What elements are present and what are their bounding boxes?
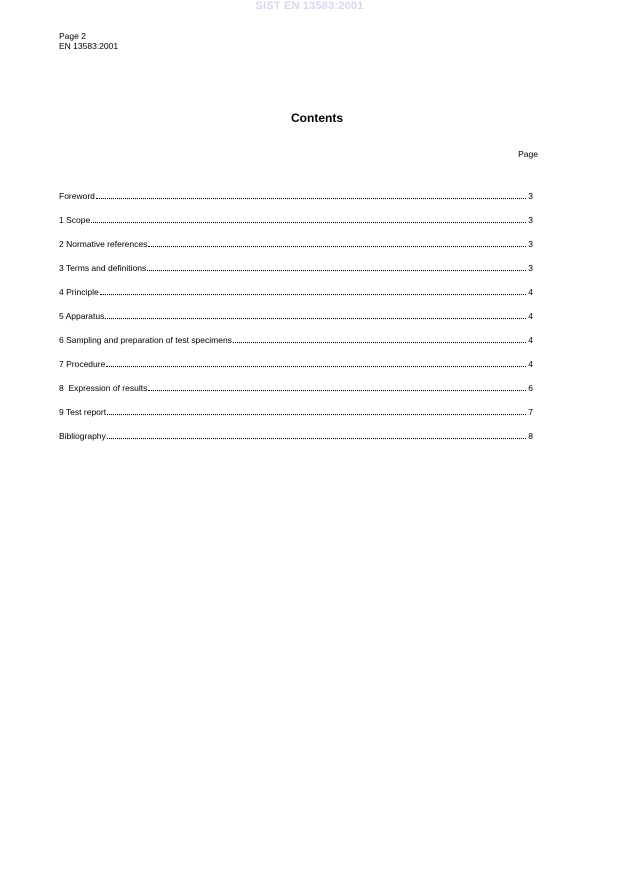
dot-leader bbox=[107, 413, 526, 415]
toc-entry-label: 9 Test report bbox=[59, 407, 107, 417]
toc-entry[interactable] bbox=[59, 297, 533, 321]
dot-leader bbox=[100, 293, 526, 295]
toc-entry-label: Foreword bbox=[59, 191, 95, 201]
toc-entry[interactable] bbox=[59, 225, 533, 249]
toc-entry-page: 8 bbox=[528, 431, 533, 441]
toc-entry-page: 4 bbox=[528, 359, 533, 369]
toc-entry[interactable] bbox=[59, 417, 533, 441]
toc-entry-label: 7 Procedure bbox=[59, 359, 106, 369]
toc-entry-page: 4 bbox=[528, 287, 533, 297]
page-column-header: Page bbox=[518, 149, 538, 159]
toc-entry-label: 3 Terms and definitions bbox=[59, 263, 147, 273]
toc-entry-page: 7 bbox=[528, 407, 533, 417]
toc-entry-label: 8 Expression of results bbox=[59, 383, 148, 393]
page-number-label: Page 2 bbox=[59, 31, 86, 41]
toc-entry-label: 6 Sampling and preparation of test specimens bbox=[59, 335, 232, 345]
toc-entry-page: 4 bbox=[528, 311, 533, 321]
toc-entry[interactable] bbox=[59, 201, 533, 225]
toc-entry-page: 3 bbox=[528, 191, 533, 201]
dot-leader bbox=[91, 221, 526, 223]
toc-entry[interactable] bbox=[59, 369, 533, 393]
dot-leader bbox=[105, 317, 526, 319]
page-header bbox=[59, 31, 118, 51]
dot-leader bbox=[96, 197, 526, 199]
toc-entry-label: 1 Scope bbox=[59, 215, 91, 225]
dot-leader bbox=[148, 245, 526, 247]
toc-entry[interactable] bbox=[59, 321, 533, 345]
toc-entry[interactable] bbox=[59, 345, 533, 369]
toc-entry-label: 4 Principle bbox=[59, 287, 99, 297]
toc-entry-label: 5 Apparatus bbox=[59, 311, 105, 321]
toc-entry[interactable] bbox=[59, 273, 533, 297]
dot-leader bbox=[147, 269, 526, 271]
toc-entry-label: 2 Normative references bbox=[59, 239, 148, 249]
dot-leader bbox=[233, 341, 526, 343]
dot-leader bbox=[107, 437, 526, 439]
toc-entry-label: Bibliography bbox=[59, 431, 106, 441]
toc-entry[interactable] bbox=[59, 249, 533, 273]
watermark: SIST EN 13583:2001 bbox=[255, 0, 364, 12]
toc-entry-page: 3 bbox=[528, 239, 533, 249]
dot-leader bbox=[148, 389, 526, 391]
toc-entry[interactable] bbox=[59, 177, 533, 201]
toc-entry-page: 6 bbox=[528, 383, 533, 393]
table-of-contents bbox=[59, 177, 533, 441]
contents-title: Contents bbox=[291, 111, 343, 125]
toc-entry-page: 3 bbox=[528, 215, 533, 225]
document-id: EN 13583:2001 bbox=[59, 41, 119, 51]
toc-entry-page: 3 bbox=[528, 263, 533, 273]
toc-entry-page: 4 bbox=[528, 335, 533, 345]
toc-entry[interactable] bbox=[59, 393, 533, 417]
dot-leader bbox=[106, 365, 526, 367]
